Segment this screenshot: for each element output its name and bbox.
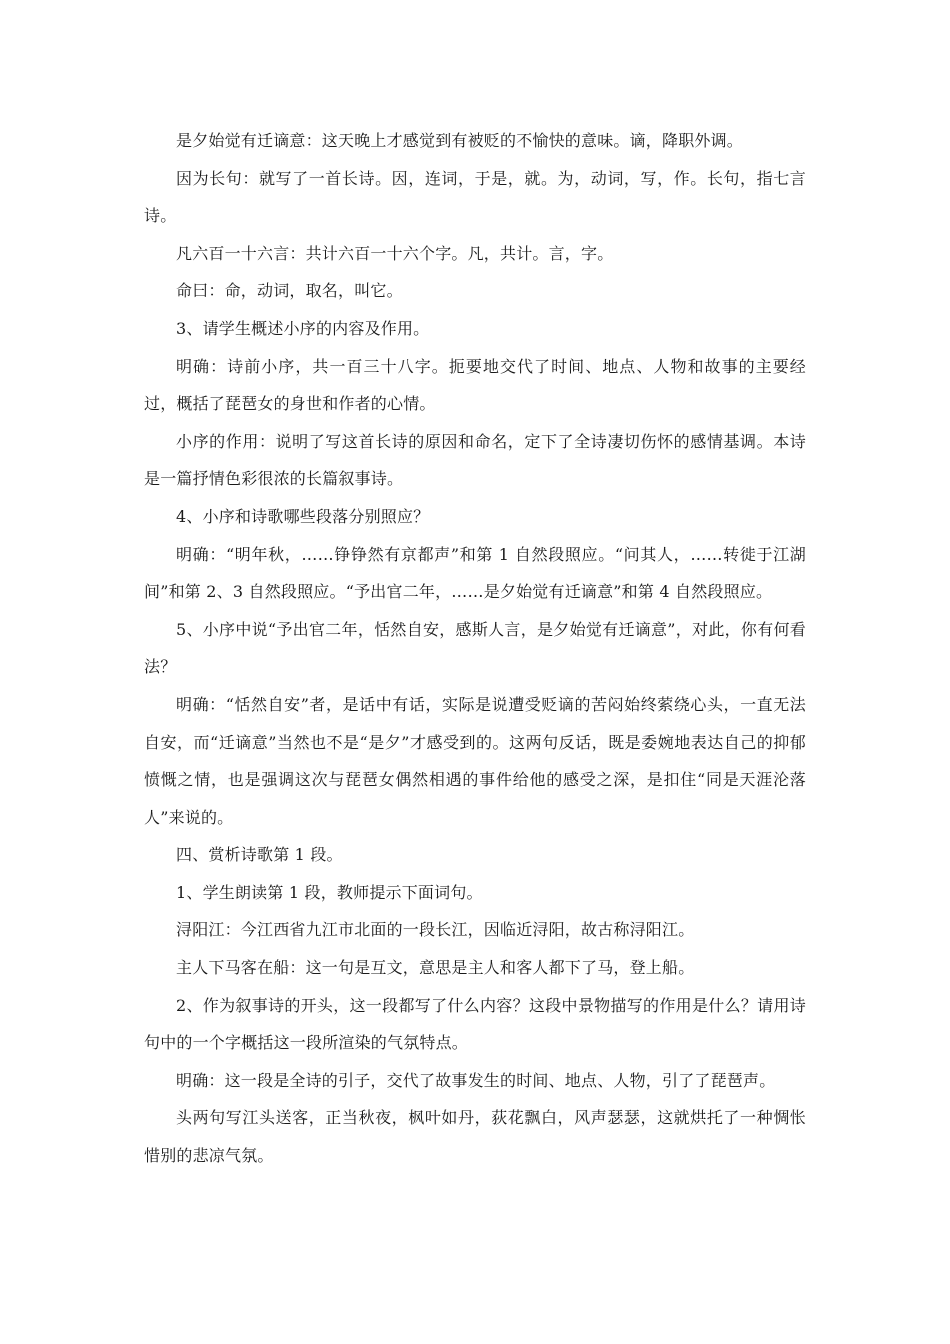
paragraph-11: 明确：“恬然自安”者，是话中有话，实际是说遭受贬谪的苦闷始终萦绕心头，一直无法自安，而“迁谪意”当然也不是“是夕”才感受到的。这两句反话，既是委婉地表达自己的抑郁愤慨之情，也是强调这次与琵琶女偶然相遇的事件给他的感受之深，是扣住“同是天涯沦落人”来说的。 [144, 694, 806, 827]
paragraph-9: 明确：“明年秋，……铮铮然有京都声”和第 1 自然段照应。“问其人，……转徙于江湖间”和第 2、3 自然段照应。“予出官二年，……是夕始觉有迁谪意”和第 4 自然段照应。 [144, 544, 806, 602]
paragraph-7: 小序的作用：说明了写这首长诗的原因和命名，定下了全诗凄切伤怀的感情基调。本诗是一篇抒情色彩很浓的长篇叙事诗。 [144, 431, 806, 489]
paragraph-10: 5、小序中说“予出官二年，恬然自安，感斯人言，是夕始觉有迁谪意”，对此，你有何看法？ [144, 619, 806, 677]
paragraph-8: 4、小序和诗歌哪些段落分别照应？ [176, 506, 430, 526]
paragraph-1: 是夕始觉有迁谪意：这天晚上才感觉到有被贬的不愉快的意味。谪，降职外调。 [176, 131, 744, 150]
paragraph-5: 3、请学生概述小序的内容及作用。 [176, 318, 430, 338]
paragraph-6: 明确：诗前小序，共一百三十八字。扼要地交代了时间、地点、人物和故事的主要经过，概括了琵琶女的身世和作者的心情。 [144, 356, 806, 414]
paragraph-13: 1、学生朗读第 1 段，教师提示下面词句。 [176, 882, 483, 902]
paragraph-2: 因为长句：就写了一首长诗。因，连词，于是，就。为，动词，写，作。长句，指七言诗。 [144, 168, 806, 226]
paragraph-3: 凡六百一十六言：共计六百一十六个字。凡，共计。言，字。 [176, 243, 614, 263]
paragraph-17: 明确：这一段是全诗的引子，交代了故事发生的时间、地点、人物，引了了琵琶声。 [176, 1070, 776, 1090]
paragraph-12: 四、赏析诗歌第 1 段。 [176, 845, 343, 865]
paragraph-14: 浔阳江：今江西省九江市北面的一段长江，因临近浔阳，故古称浔阳江。 [176, 920, 695, 940]
paragraph-4: 命曰：命，动词，取名，叫它。 [176, 281, 403, 301]
paragraph-15: 主人下马客在船：这一句是互文，意思是主人和客人都下了马，登上船。 [176, 958, 695, 978]
paragraph-16: 2、作为叙事诗的开头，这一段都写了什么内容？这段中景物描写的作用是什么？请用诗句中的一个字概括这一段所渲染的气氛特点。 [144, 995, 806, 1053]
document-body [144, 122, 806, 1175]
paragraph-18: 头两句写江头送客，正当秋夜，枫叶如丹，荻花飘白，风声瑟瑟，这就烘托了一种惆怅惜别的悲凉气氛。 [144, 1108, 806, 1166]
